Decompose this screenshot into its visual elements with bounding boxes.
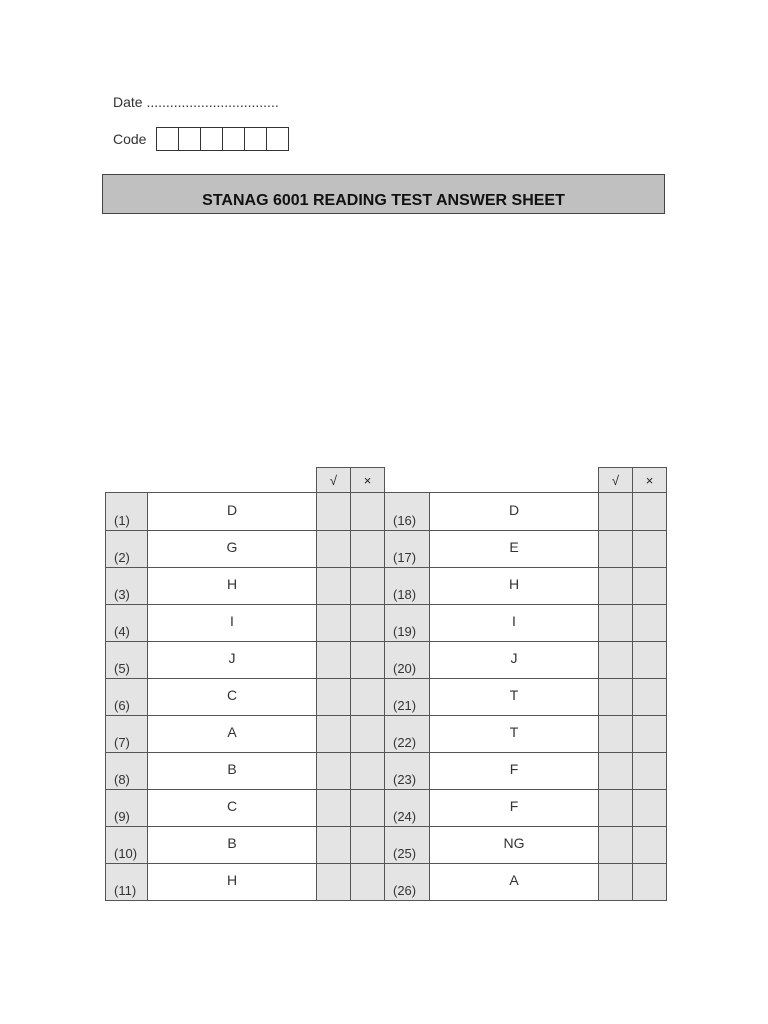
question-number: (22) — [385, 716, 430, 753]
answer-cell: B — [148, 753, 317, 790]
question-number: (19) — [385, 605, 430, 642]
question-number: (18) — [385, 568, 430, 605]
question-number: (25) — [385, 827, 430, 864]
header-spacer — [106, 468, 148, 493]
table-row — [106, 864, 667, 901]
code-digit-box[interactable] — [201, 127, 223, 151]
answer-cell: G — [148, 531, 317, 568]
question-number: (16) — [385, 493, 430, 531]
header-spacer — [148, 468, 317, 493]
check-mark-cell[interactable] — [317, 790, 351, 827]
check-mark-cell[interactable] — [317, 605, 351, 642]
check-mark-cell[interactable] — [599, 679, 633, 716]
question-number: (5) — [106, 642, 148, 679]
cross-mark-cell[interactable] — [351, 827, 385, 864]
question-number: (4) — [106, 605, 148, 642]
question-number: (7) — [106, 716, 148, 753]
cross-mark-cell[interactable] — [351, 790, 385, 827]
table-row — [106, 716, 667, 753]
answer-table — [105, 467, 667, 901]
answer-table-body — [106, 493, 667, 901]
code-field — [113, 127, 289, 151]
table-row — [106, 790, 667, 827]
cross-header: × — [633, 468, 667, 493]
table-row — [106, 568, 667, 605]
question-number: (11) — [106, 864, 148, 901]
table-row — [106, 679, 667, 716]
code-digit-box[interactable] — [157, 127, 179, 151]
cross-mark-cell[interactable] — [633, 568, 667, 605]
cross-mark-cell[interactable] — [633, 790, 667, 827]
answer-cell: J — [148, 642, 317, 679]
cross-mark-cell[interactable] — [633, 531, 667, 568]
answer-cell: I — [430, 605, 599, 642]
header-spacer — [385, 468, 430, 493]
check-mark-cell[interactable] — [599, 493, 633, 531]
cross-mark-cell[interactable] — [351, 493, 385, 531]
table-row — [106, 493, 667, 531]
answer-cell: H — [430, 568, 599, 605]
check-mark-cell[interactable] — [599, 827, 633, 864]
code-digit-box[interactable] — [267, 127, 289, 151]
code-digit-box[interactable] — [245, 127, 267, 151]
answer-cell: D — [430, 493, 599, 531]
answer-cell: T — [430, 716, 599, 753]
check-mark-cell[interactable] — [599, 605, 633, 642]
question-number: (2) — [106, 531, 148, 568]
check-mark-cell[interactable] — [599, 864, 633, 901]
check-mark-cell[interactable] — [317, 568, 351, 605]
answer-cell: F — [430, 753, 599, 790]
cross-mark-cell[interactable] — [351, 679, 385, 716]
answer-cell: T — [430, 679, 599, 716]
date-dots: .................................. — [146, 94, 279, 110]
code-digit-box[interactable] — [179, 127, 201, 151]
question-number: (10) — [106, 827, 148, 864]
question-number: (26) — [385, 864, 430, 901]
check-mark-cell[interactable] — [317, 642, 351, 679]
cross-mark-cell[interactable] — [633, 827, 667, 864]
check-mark-cell[interactable] — [317, 679, 351, 716]
header-spacer — [430, 468, 599, 493]
check-mark-cell[interactable] — [599, 790, 633, 827]
table-row — [106, 642, 667, 679]
answer-cell: H — [148, 864, 317, 901]
cross-mark-cell[interactable] — [351, 642, 385, 679]
date-field — [113, 94, 279, 110]
table-row — [106, 605, 667, 642]
question-number: (21) — [385, 679, 430, 716]
cross-mark-cell[interactable] — [351, 568, 385, 605]
cross-mark-cell[interactable] — [351, 716, 385, 753]
check-mark-cell[interactable] — [317, 716, 351, 753]
cross-mark-cell[interactable] — [633, 679, 667, 716]
question-number: (23) — [385, 753, 430, 790]
answer-cell: E — [430, 531, 599, 568]
answer-cell: A — [430, 864, 599, 901]
cross-mark-cell[interactable] — [633, 753, 667, 790]
check-header: √ — [599, 468, 633, 493]
check-mark-cell[interactable] — [599, 716, 633, 753]
cross-mark-cell[interactable] — [351, 753, 385, 790]
answer-cell: H — [148, 568, 317, 605]
table-header-row — [106, 468, 667, 493]
check-mark-cell[interactable] — [599, 531, 633, 568]
cross-mark-cell[interactable] — [633, 493, 667, 531]
answer-cell: F — [430, 790, 599, 827]
check-mark-cell[interactable] — [599, 642, 633, 679]
table-row — [106, 827, 667, 864]
answer-cell: B — [148, 827, 317, 864]
answer-cell: D — [148, 493, 317, 531]
check-header: √ — [317, 468, 351, 493]
code-label: Code — [113, 131, 147, 147]
page-title: STANAG 6001 READING TEST ANSWER SHEET — [202, 192, 565, 209]
question-number: (24) — [385, 790, 430, 827]
table-row — [106, 531, 667, 568]
cross-mark-cell[interactable] — [633, 716, 667, 753]
cross-mark-cell[interactable] — [351, 531, 385, 568]
check-mark-cell[interactable] — [317, 753, 351, 790]
check-mark-cell[interactable] — [599, 753, 633, 790]
check-mark-cell[interactable] — [317, 864, 351, 901]
question-number: (3) — [106, 568, 148, 605]
cross-mark-cell[interactable] — [633, 642, 667, 679]
code-boxes — [156, 127, 289, 151]
table-row — [106, 753, 667, 790]
question-number: (9) — [106, 790, 148, 827]
check-mark-cell[interactable] — [317, 531, 351, 568]
cross-mark-cell[interactable] — [351, 864, 385, 901]
answer-cell: C — [148, 679, 317, 716]
cross-mark-cell[interactable] — [633, 864, 667, 901]
cross-mark-cell[interactable] — [351, 605, 385, 642]
question-number: (20) — [385, 642, 430, 679]
answer-cell: C — [148, 790, 317, 827]
check-mark-cell[interactable] — [317, 493, 351, 531]
answer-cell: J — [430, 642, 599, 679]
cross-mark-cell[interactable] — [633, 605, 667, 642]
question-number: (6) — [106, 679, 148, 716]
question-number: (1) — [106, 493, 148, 531]
answer-cell: NG — [430, 827, 599, 864]
question-number: (8) — [106, 753, 148, 790]
question-number: (17) — [385, 531, 430, 568]
code-digit-box[interactable] — [223, 127, 245, 151]
date-label: Date — [113, 94, 143, 110]
check-mark-cell[interactable] — [317, 827, 351, 864]
title-banner — [102, 174, 665, 214]
cross-header: × — [351, 468, 385, 493]
check-mark-cell[interactable] — [599, 568, 633, 605]
answer-cell: I — [148, 605, 317, 642]
answer-cell: A — [148, 716, 317, 753]
